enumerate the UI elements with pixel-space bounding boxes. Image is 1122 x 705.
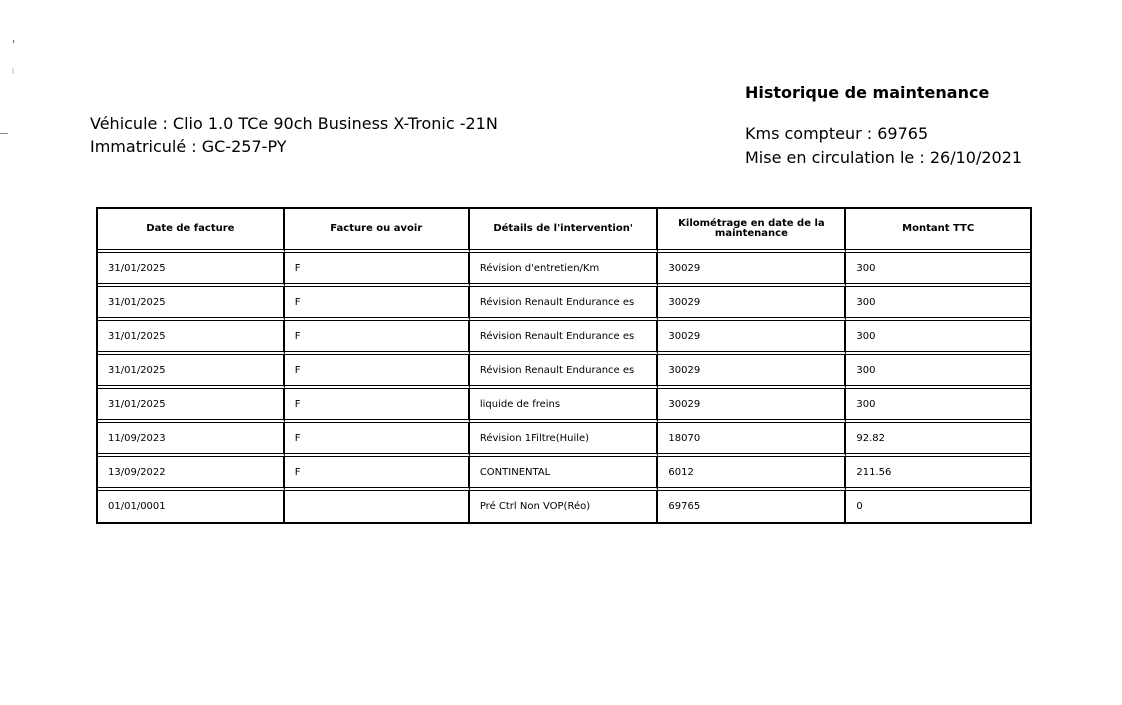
cell-mileage: 6012 <box>658 457 846 491</box>
cell-details: Révision Renault Endurance es <box>470 287 659 321</box>
table-row <box>98 355 1030 389</box>
cell-mileage: 18070 <box>658 423 846 457</box>
column-header-mileage: Kilométrage en date de la maintenance <box>658 209 846 253</box>
column-header-date: Date de facture <box>98 209 285 253</box>
cell-mileage: 30029 <box>658 253 846 287</box>
column-header-amount: Montant TTC <box>846 209 1030 253</box>
cell-type: F <box>285 423 470 457</box>
cell-type: F <box>285 355 470 389</box>
cell-amount: 300 <box>846 287 1030 321</box>
table-row <box>98 253 1030 287</box>
table-row <box>98 491 1030 522</box>
cell-date: 31/01/2025 <box>98 253 285 287</box>
cell-mileage: 69765 <box>658 491 846 522</box>
cell-date: 31/01/2025 <box>98 389 285 423</box>
scan-mark <box>0 133 8 134</box>
cell-date: 31/01/2025 <box>98 321 285 355</box>
cell-date: 13/09/2022 <box>98 457 285 491</box>
cell-amount: 300 <box>846 253 1030 287</box>
cell-details: Révision Renault Endurance es <box>470 321 659 355</box>
page-title: Historique de maintenance <box>745 83 990 102</box>
column-header-type: Facture ou avoir <box>285 209 470 253</box>
table-row <box>98 423 1030 457</box>
cell-details: Révision 1Filtre(Huile) <box>470 423 659 457</box>
cell-amount: 92.82 <box>846 423 1030 457</box>
cell-type: F <box>285 253 470 287</box>
cell-date: 11/09/2023 <box>98 423 285 457</box>
cell-details: Pré Ctrl Non VOP(Réo) <box>470 491 659 522</box>
cell-mileage: 30029 <box>658 355 846 389</box>
cell-amount: 300 <box>846 355 1030 389</box>
cell-type <box>285 491 470 522</box>
scan-mark <box>13 40 14 43</box>
table-row <box>98 287 1030 321</box>
odometer: Kms compteur : 69765 <box>745 124 929 143</box>
cell-details: CONTINENTAL <box>470 457 659 491</box>
cell-amount: 300 <box>846 389 1030 423</box>
cell-amount: 300 <box>846 321 1030 355</box>
vehicle-info <box>90 112 498 158</box>
cell-date: 31/01/2025 <box>98 287 285 321</box>
cell-date: 31/01/2025 <box>98 355 285 389</box>
cell-mileage: 30029 <box>658 287 846 321</box>
maintenance-table <box>96 207 1032 524</box>
cell-details: Révision d'entretien/Km <box>470 253 659 287</box>
cell-amount: 211.56 <box>846 457 1030 491</box>
cell-type: F <box>285 457 470 491</box>
cell-type: F <box>285 389 470 423</box>
cell-mileage: 30029 <box>658 321 846 355</box>
vehicle-plate: Immatriculé : GC-257-PY <box>90 137 287 156</box>
cell-date: 01/01/0001 <box>98 491 285 522</box>
cell-details: liquide de freins <box>470 389 659 423</box>
scan-mark <box>12 68 14 74</box>
registration-date: Mise en circulation le : 26/10/2021 <box>745 148 1023 167</box>
vehicle-model: Véhicule : Clio 1.0 TCe 90ch Business X-Tronic -21N <box>90 114 498 133</box>
table-header-row <box>98 209 1030 253</box>
table-row <box>98 389 1030 423</box>
table-row <box>98 457 1030 491</box>
cell-type: F <box>285 321 470 355</box>
cell-mileage: 30029 <box>658 389 846 423</box>
maintenance-info <box>745 82 1022 170</box>
cell-details: Révision Renault Endurance es <box>470 355 659 389</box>
cell-type: F <box>285 287 470 321</box>
table-row <box>98 321 1030 355</box>
column-header-details: Détails de l'intervention' <box>470 209 659 253</box>
cell-amount: 0 <box>856 501 863 512</box>
